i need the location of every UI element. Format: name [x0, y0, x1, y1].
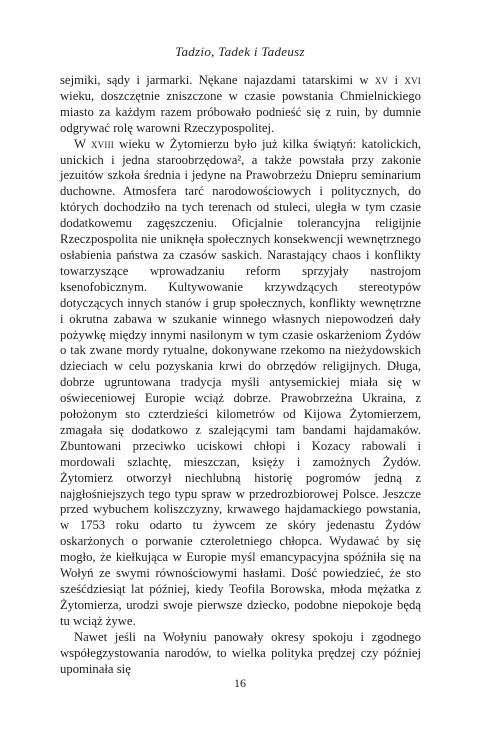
paragraph-2 [60, 137, 421, 630]
paragraph-text: wieku, doszczętnie zniszczone w czasie powstania Chmielnickiego miasto za każdym razem próbowało podnieść się z ruin, by dumnie odgrywać rolę warowni Rzeczypospolitej. [60, 88, 421, 135]
paragraph-text: wieku w Żytomierzu było już kilka świątyń: katolickich, unickich i jedna staroobrzędowa², a także powstała przy zakonie jezuitów szkoła średnia i jedyne na Prawobrzeżu Dniepru seminarium duchowne. Atmosfera tarć narodowościowych i politycznych, do których dochodziło na tych terenach od stuleci, uległa w tym czasie dodatkowemu zagęszczeniu. Oficjalnie tolerancyjna religijnie Rzeczpospolita nie uniknęła społecznych konsekwencji wewnętrznego osłabienia państwa za czasów saskich. Narastający chaos i konflikty towarzyszące wprowadzaniu reform sprzyjały nastrojom ksenofobicznym. Kultywowanie krzywdzących stereotypów dotyczących innych stanów i grup społecznych, konflikty wewnętrzne i okrutna zabawa w szukanie winnego własnych niepowodzeń dały pożywkę między innymi nasilonym w tym czasie oskarżeniom Żydów o tak zwane mordy rytualne, dokonywane rzekomo na nieżydowskich dzieciach w celu pozyskania krwi do obrzędów religijnych. Długa, dobrze ugruntowana tradycja myśli antysemickiej miała się w oświeceniowej Europie wciąż dobrze. Prawobrzeżna Ukraina, z położonym sto czterdzieści kilometrów od Kijowa Żytomierzem, zmagała się dodatkowo z szalejącymi tam bandami hajdamaków. Zbuntowani przeciwko uciskowi chłopi i Kozacy rabowali i mordowali szlachtę, mieszczan, księży i zamożnych Żydów. Żytomierz otworzył niechlubną historię pogromów jedną z najgłośniejszych tego typu spraw w przedrozbiorowej Polsce. Jeszcze przed wybuchem koliszczyzny, krwawego hajdamackiego powstania, w 1753 roku odarto tu żywcem ze skóry jedenastu Żydów oskarżonych o porwanie czteroletniego chłopca. Wydawać by się mogło, że kiełkująca w Europie myśl emancypacyjna spóźniła się na Wołyń ze swymi równościowymi hasłami. Dość powiedzieć, że sto sześćdziesiąt lat później, kiedy Teofila Borowska, młoda mężatka z Żytomierza, urodzi swoje pierwsze dziecko, podobne niepokoje będą tu wciąż żywe. [60, 136, 421, 628]
paragraph-3 [60, 630, 421, 678]
paragraph-text: i [388, 73, 405, 87]
body-text [60, 73, 421, 677]
page-number: 16 [234, 676, 246, 690]
paragraph-text: Nawet jeśli na Wołyniu panowały okresy spokoju i zgodnego współegzystowania narodów, to wielka polityka prędzej czy później upominała się [60, 629, 421, 676]
running-header: Tadzio, Tadek i Tadeusz [175, 44, 305, 59]
paragraph-text: W [74, 136, 91, 151]
roman-numeral: xvi [404, 73, 421, 87]
paragraph-text: sejmiki, sądy i jarmarki. Nękane najazdami tatarskimi w [60, 73, 375, 87]
roman-numeral: xviii [90, 136, 114, 151]
paragraph-1 [60, 73, 421, 137]
roman-numeral: xv [374, 73, 389, 87]
